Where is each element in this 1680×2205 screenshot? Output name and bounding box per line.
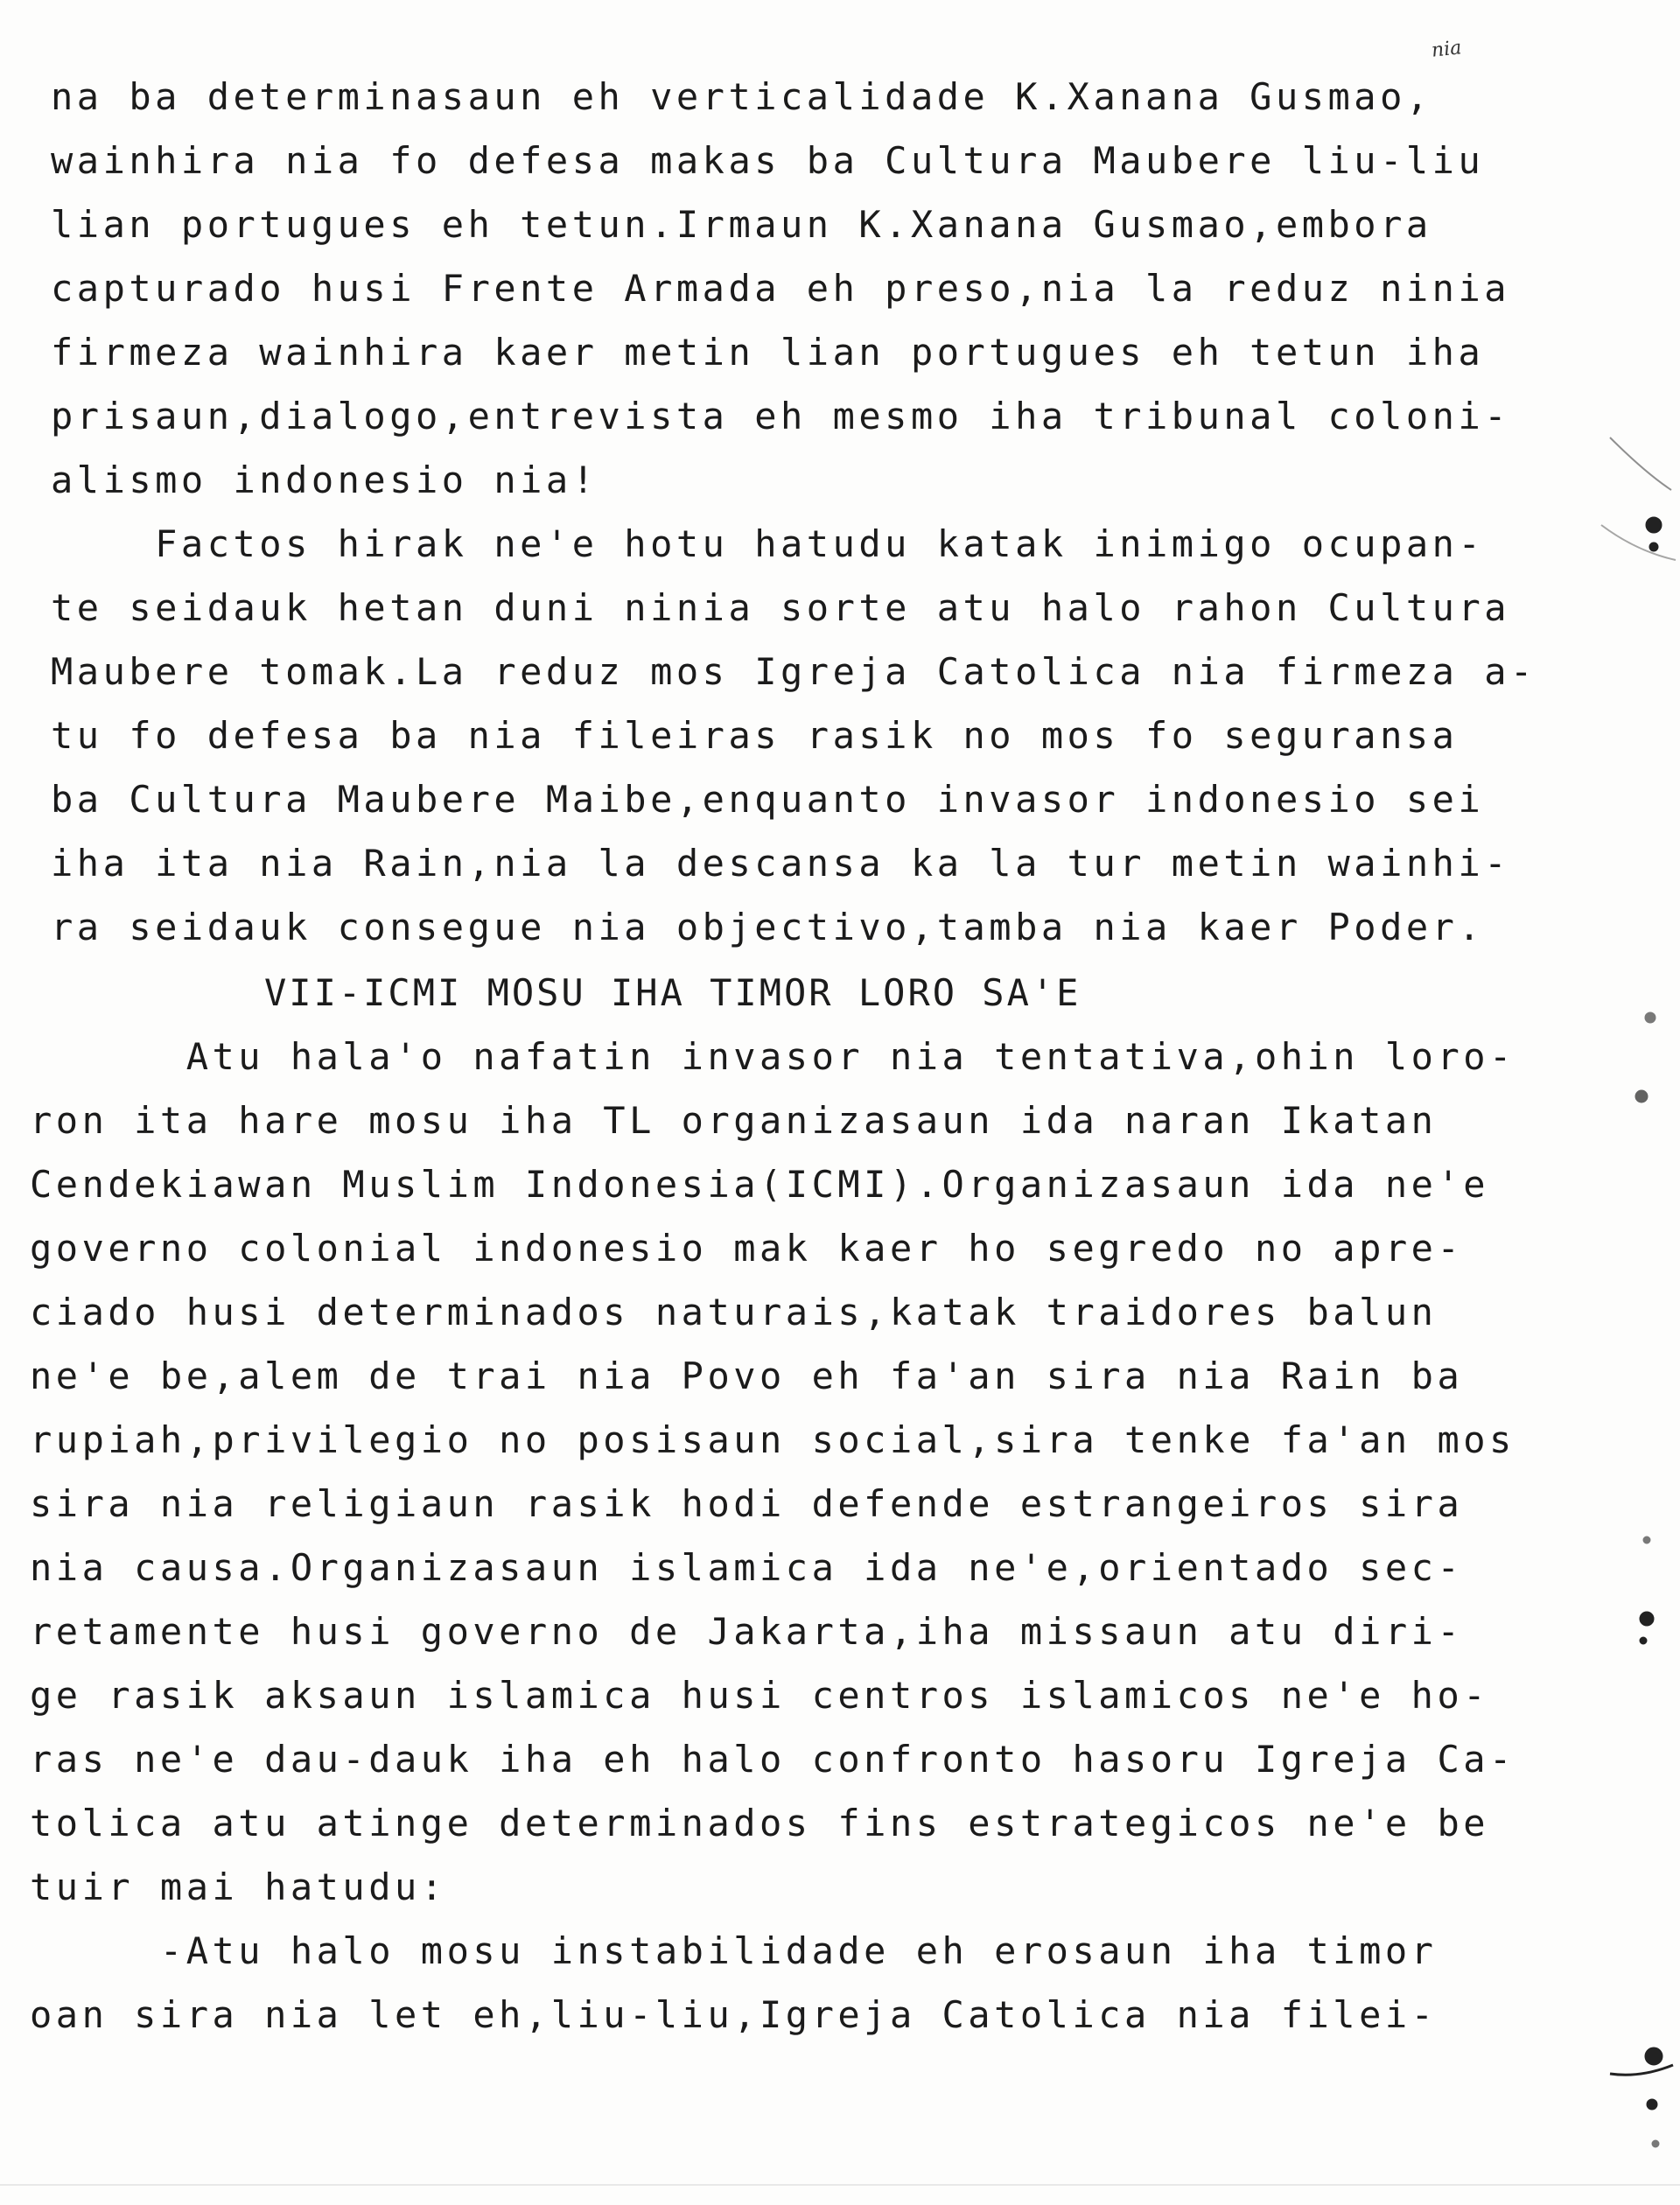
binding-marks xyxy=(1592,0,1680,2205)
handwritten-annotation: nia xyxy=(1430,37,1463,62)
text-line-24: nia causa.Organizasaun islamica ida ne'e,orientado sec- xyxy=(30,1546,1464,1589)
text-line-22: rupiah,privilegio no posisaun social,sira tenke fa'an mos xyxy=(30,1418,1516,1461)
text-line-30: -Atu halo mosu instabilidade eh erosaun iha timor xyxy=(30,1929,1438,1972)
text-line-25: retamente husi governo de Jakarta,iha missaun atu diri- xyxy=(30,1610,1464,1653)
text-line-1: na ba determinasaun eh verticalidade K.Xanana Gusmao, xyxy=(51,75,1432,118)
text-line-8: Factos hirak ne'e hotu hatudu katak inimigo ocupan- xyxy=(51,522,1485,565)
text-line-20: ciado husi determinados naturais,katak traidores balun xyxy=(30,1291,1438,1334)
text-line-14: ra seidauk consegue nia objectivo,tamba nia kaer Poder. xyxy=(51,906,1485,948)
text-line-17: ron ita hare mosu iha TL organizasaun ida naran Ikatan xyxy=(30,1099,1438,1142)
text-line-23: sira nia religiaun rasik hodi defende estrangeiros sira xyxy=(30,1482,1464,1525)
text-line-13: iha ita nia Rain,nia la descansa ka la tur metin wainhi- xyxy=(51,842,1511,885)
text-line-5: firmeza wainhira kaer metin lian portugues eh tetun iha xyxy=(51,331,1485,374)
text-line-26: ge rasik aksaun islamica husi centros islamicos ne'e ho- xyxy=(30,1674,1490,1717)
text-line-7: alismo indonesio nia! xyxy=(51,458,598,501)
text-line-28: tolica atu atinge determinados fins estrategicos ne'e be xyxy=(30,1802,1490,1844)
text-line-10: Maubere tomak.La reduz mos Igreja Catolica nia firmeza a- xyxy=(51,650,1536,693)
text-line-31: oan sira nia let eh,liu-liu,Igreja Catolica nia filei- xyxy=(30,1993,1438,2036)
text-line-9: te seidauk hetan duni ninia sorte atu halo rahon Cultura xyxy=(51,586,1511,629)
text-line-12: ba Cultura Maubere Maibe,enquanto invasor indonesio sei xyxy=(51,778,1485,821)
text-line-18: Cendekiawan Muslim Indonesia(ICMI).Organizasaun ida ne'e xyxy=(30,1163,1490,1206)
text-line-2: wainhira nia fo defesa makas ba Cultura Maubere liu-liu xyxy=(51,139,1485,182)
section-heading: VII-ICMI MOSU IHA TIMOR LORO SA'E xyxy=(264,971,1082,1014)
text-line-16: Atu hala'o nafatin invasor nia tentativa,ohin loro- xyxy=(30,1035,1516,1078)
page-bottom-edge xyxy=(0,2184,1680,2186)
text-line-3: lian portugues eh tetun.Irmaun K.Xanana Gusmao,embora xyxy=(51,203,1432,246)
text-line-19: governo colonial indonesio mak kaer ho segredo no apre- xyxy=(30,1227,1464,1270)
text-line-27: ras ne'e dau-dauk iha eh halo confronto hasoru Igreja Ca- xyxy=(30,1738,1516,1781)
text-line-11: tu fo defesa ba nia fileiras rasik no mos fo seguransa xyxy=(51,714,1459,757)
text-line-6: prisaun,dialogo,entrevista eh mesmo iha tribunal coloni- xyxy=(51,395,1511,438)
text-line-21: ne'e be,alem de trai nia Povo eh fa'an sira nia Rain ba xyxy=(30,1354,1464,1397)
text-line-29: tuir mai hatudu: xyxy=(30,1866,447,1908)
text-line-4: capturado husi Frente Armada eh preso,nia la reduz ninia xyxy=(51,267,1511,310)
